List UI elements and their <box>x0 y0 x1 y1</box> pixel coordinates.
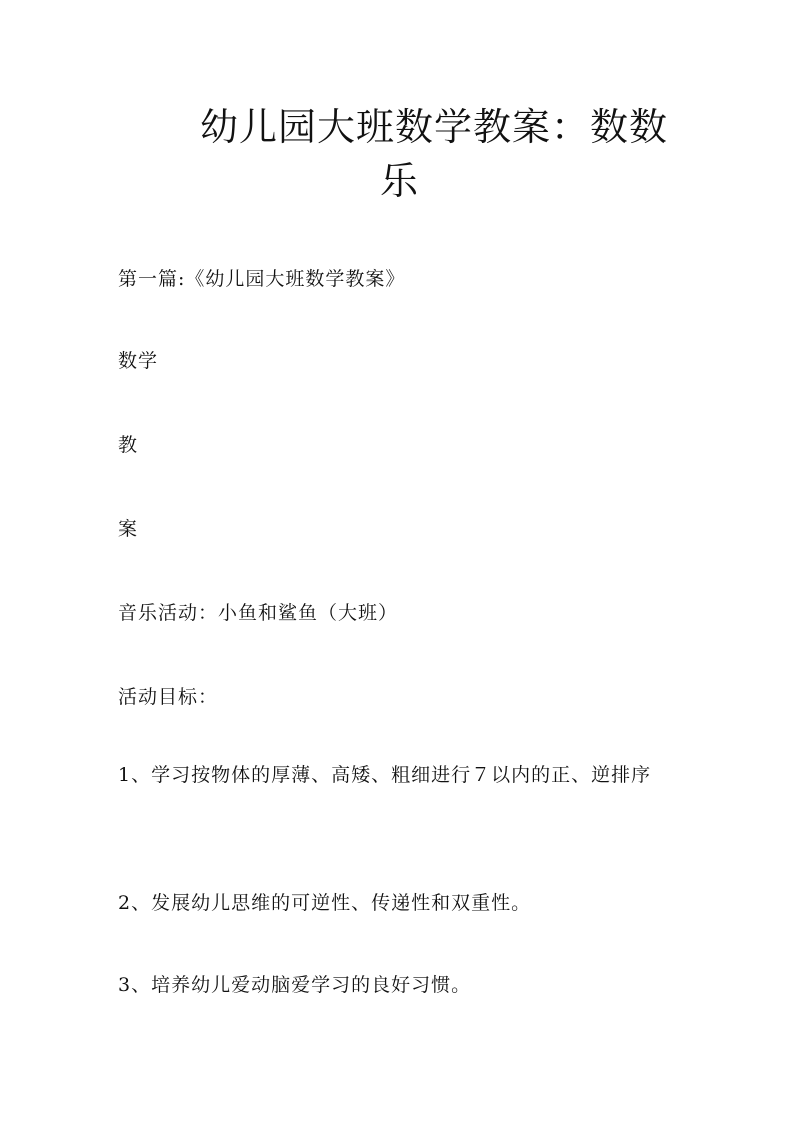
section-heading: 第一篇:《幼儿园大班数学教案》 <box>118 268 406 290</box>
document-title <box>200 100 670 208</box>
paragraph-teach: 教 <box>118 434 139 456</box>
paragraph-plan: 案 <box>118 518 139 540</box>
activity-name: 音乐活动：小鱼和鲨鱼（大班） <box>118 602 399 624</box>
title-line-2: 乐 <box>380 159 420 203</box>
activity-goals-heading: 活动目标： <box>118 686 219 708</box>
title-line-1: 幼儿园大班数学教案：数数 <box>200 105 669 149</box>
goal-item-2: 2、发展幼儿思维的可逆性、传递性和双重性。 <box>118 892 532 914</box>
paragraph-math: 数学 <box>118 350 159 372</box>
goal-item-1: 1、学习按物体的厚薄、高矮、粗细进行７以内的正、逆排序 <box>118 764 652 786</box>
goal-item-3: 3、培养幼儿爱动脑爱学习的良好习惯。 <box>118 974 472 996</box>
